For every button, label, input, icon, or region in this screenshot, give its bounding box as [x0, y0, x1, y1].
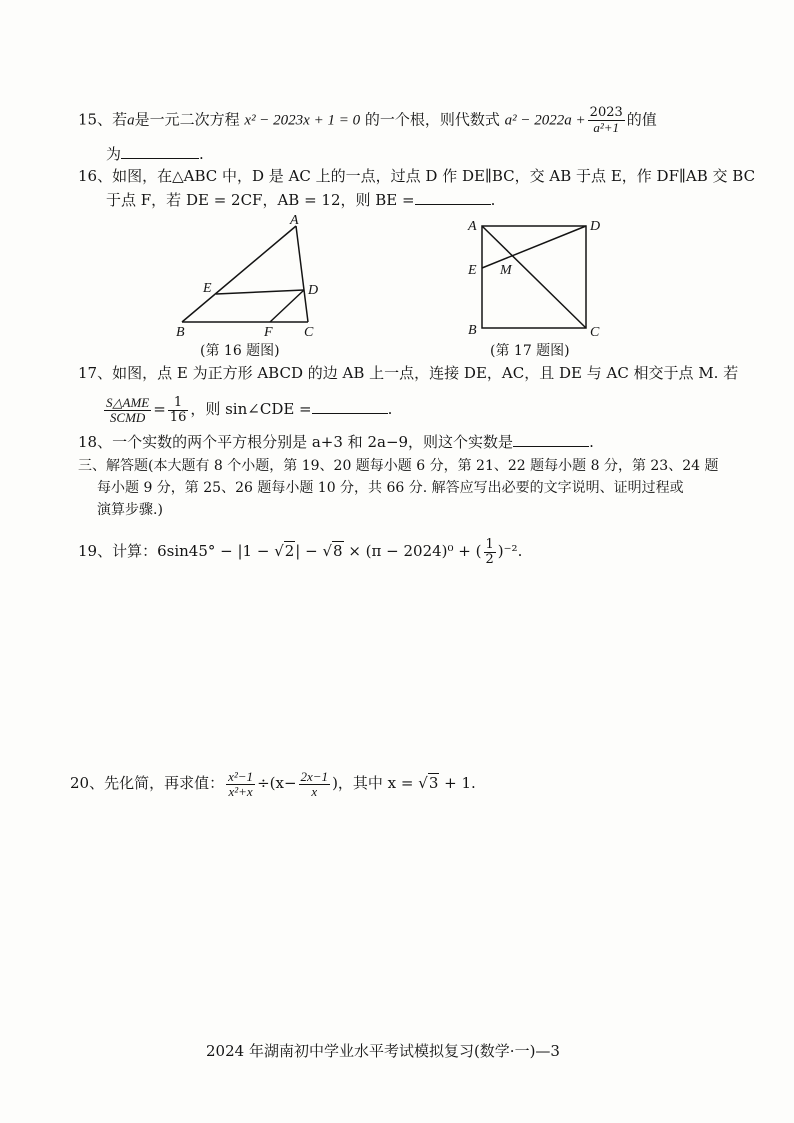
- half-fraction: $\frac{1}{2}$: [485, 536, 494, 567]
- question-number: 19、: [78, 542, 113, 560]
- question-18: 18、一个实数的两个平方根分别是 a+3 和 2a−9，则这个实数是 .: [78, 433, 594, 451]
- segment-df: [270, 290, 304, 322]
- label-m: M: [500, 263, 512, 278]
- question-number: 20、: [70, 774, 105, 792]
- question-19: 19、计算：6sin45° − |1 − √2| − √8 × (π − 2024)⁰ + ( $\frac{1}{2}$ )⁻².: [78, 536, 523, 567]
- question-number: 17、: [78, 364, 113, 382]
- fraction-2: $\frac{2x-1}{x}$: [300, 768, 329, 799]
- figure-16-caption: (第 16 题图): [200, 343, 280, 359]
- label-e: E: [468, 263, 477, 278]
- figure-16: [170, 212, 330, 342]
- label-f: F: [264, 325, 273, 340]
- question-17-line-2: $\frac{\text{S△AME}}{\text{SCMD}}$ = $\frac{1}{16}$ ，则 sin∠CDE = .: [106, 394, 393, 425]
- expression: a² − 2022a +: [504, 112, 586, 129]
- answer-blank[interactable]: [513, 432, 589, 447]
- answer-blank[interactable]: [121, 144, 199, 159]
- label-c: C: [304, 325, 314, 340]
- segment-de: [482, 226, 586, 268]
- diagonal-ac: [482, 226, 586, 328]
- area-ratio-fraction: $\frac{\text{S△AME}}{\text{SCMD}}$: [106, 394, 150, 425]
- segment-de: [216, 290, 304, 294]
- question-17: 17、如图，点 E 为正方形 ABCD 的边 AB 上一点，连接 DE，AC，且 DE 与 AC 相交于点 M. 若: [78, 364, 739, 382]
- answer-blank[interactable]: [415, 190, 491, 205]
- question-20: 20、先化简，再求值： $\frac{\text{x²−1}}{\text{x²+x}}$ ÷(x− $\frac{2x-1}{x}$ )，其中 x = √3 + 1.: [70, 768, 476, 799]
- section-3-header: 三、解答题(本大题有 8 个小题，第 19、20 题每小题 6 分，第 21、22 题每小题 8 分，第 23、24 题: [78, 458, 719, 474]
- label-b: B: [176, 325, 185, 340]
- label-a: A: [290, 213, 299, 228]
- question-number: 18、: [78, 433, 113, 451]
- label-d: D: [308, 283, 319, 298]
- label-c: C: [590, 325, 600, 340]
- section-3-line-3: 演算步骤.): [97, 502, 163, 518]
- figure-17-caption: (第 17 题图): [490, 343, 570, 359]
- question-16-line-2: 于点 F，若 DE = 2CF，AB = 12，则 BE = .: [106, 191, 496, 209]
- page-footer: 2024 年湖南初中学业水平考试模拟复习(数学·一)—3: [206, 1042, 560, 1060]
- section-3-line-2: 每小题 9 分，第 25、26 题每小题 10 分，共 66 分. 解答应写出必要的文字说明、证明过程或: [97, 480, 684, 496]
- answer-blank[interactable]: [312, 399, 388, 414]
- label-b: B: [468, 323, 477, 338]
- equation: x² − 2023x + 1 = 0: [244, 112, 361, 129]
- question-15-line-2: 为 .: [106, 145, 204, 163]
- ratio-value-fraction: $\frac{1}{16}$: [169, 394, 187, 425]
- figure-17: [460, 212, 610, 342]
- fraction-1: $\frac{\text{x²−1}}{\text{x²+x}}$: [228, 768, 254, 799]
- label-d: D: [590, 219, 601, 234]
- label-e: E: [203, 281, 212, 296]
- question-15: 15、若a是一元二次方程 x² − 2023x + 1 = 0 的一个根，则代数式 a² − 2022a + $\frac{2023}{\text{a²+1}}$ 的值: [78, 105, 657, 135]
- fraction: $\frac{2023}{\text{a²+1}}$: [589, 105, 623, 135]
- label-a: A: [468, 219, 477, 234]
- question-number: 16、: [78, 167, 113, 185]
- side-ac: [296, 226, 308, 322]
- question-16: 16、如图，在△ABC 中，D 是 AC 上的一点，过点 D 作 DE∥BC，交 AB 于点 E，作 DF∥AB 交 BC: [78, 167, 756, 185]
- question-number: 15、: [78, 110, 113, 129]
- side-ab: [182, 226, 296, 322]
